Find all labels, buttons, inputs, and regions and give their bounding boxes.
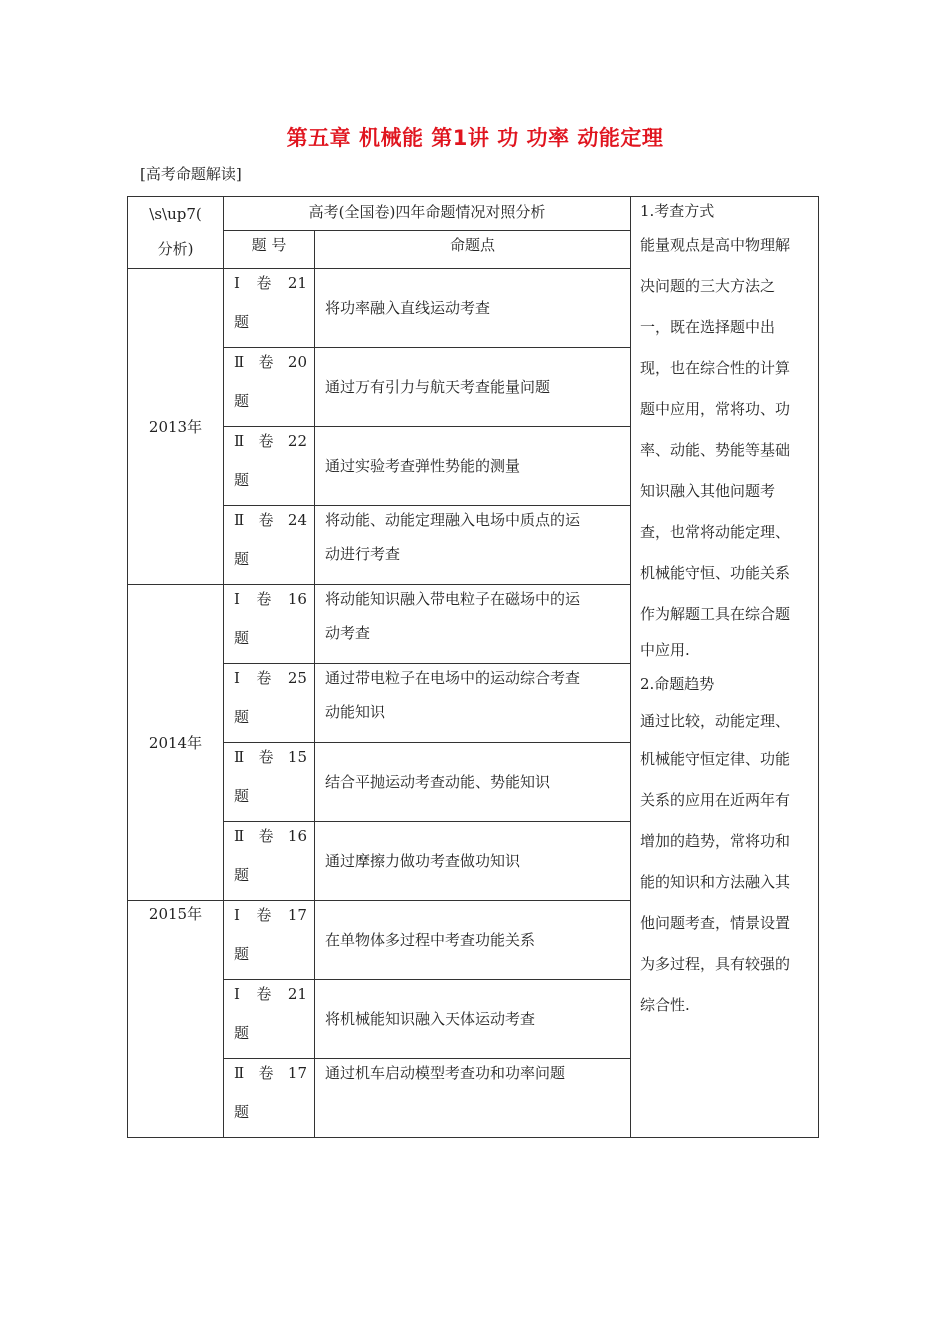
topic-point-line: 通过带电粒子在电场中的运动综合考查 bbox=[325, 669, 581, 687]
ti-label: 题 bbox=[234, 1103, 250, 1121]
topic-point-line: 动考查 bbox=[325, 624, 371, 642]
question-number: 15 bbox=[287, 748, 307, 766]
question-number: 21 bbox=[287, 985, 307, 1003]
ti-label: 题 bbox=[234, 787, 250, 805]
year-cell: 2014年 bbox=[128, 585, 224, 901]
question-number-cell bbox=[224, 348, 315, 427]
question-number: 20 bbox=[287, 353, 307, 371]
question-number-cell bbox=[224, 980, 315, 1059]
topic-point-cell bbox=[315, 664, 631, 743]
topic-point-cell: 通过实验考查弹性势能的测量 bbox=[315, 427, 631, 506]
side-notes-cell bbox=[631, 197, 819, 1138]
col-header-number: 题 号 bbox=[224, 231, 315, 269]
question-number: 22 bbox=[287, 432, 307, 450]
topic-point-cell bbox=[315, 1059, 631, 1138]
question-number: 16 bbox=[287, 827, 307, 845]
topic-point-cell: 将机械能知识融入天体运动考查 bbox=[315, 980, 631, 1059]
juan-label: 卷 bbox=[256, 669, 272, 687]
side-line: 查，也常将动能定理、 bbox=[640, 523, 791, 541]
side-line: 他问题考查，情景设置 bbox=[640, 914, 791, 932]
question-number: 25 bbox=[287, 669, 307, 687]
ti-label: 题 bbox=[234, 945, 250, 963]
juan-label: 卷 bbox=[258, 432, 274, 450]
question-number-cell bbox=[224, 1059, 315, 1138]
question-number-cell bbox=[224, 506, 315, 585]
ti-label: 题 bbox=[234, 313, 250, 331]
year-cell: 2013年 bbox=[128, 269, 224, 585]
side-line: 增加的趋势，常将功和 bbox=[640, 832, 791, 850]
question-number: 24 bbox=[287, 511, 307, 529]
juan-label: 卷 bbox=[258, 1064, 274, 1082]
juan-label: 卷 bbox=[258, 827, 274, 845]
side-line: 作为解题工具在综合题 bbox=[640, 605, 791, 623]
side-heading-2: 2.命题趋势 bbox=[640, 675, 715, 693]
side-line: 机械能守恒、功能关系 bbox=[640, 564, 791, 582]
question-number-cell bbox=[224, 664, 315, 743]
volume-label: Ⅱ bbox=[234, 432, 245, 450]
ti-label: 题 bbox=[234, 550, 250, 568]
topic-point-cell: 将功率融入直线运动考查 bbox=[315, 269, 631, 348]
topic-point-cell: 通过摩擦力做功考查做功知识 bbox=[315, 822, 631, 901]
topic-point-line: 将动能、动能定理融入电场中质点的运 bbox=[325, 511, 581, 529]
topic-point-cell bbox=[315, 585, 631, 664]
juan-label: 卷 bbox=[258, 748, 274, 766]
ti-label: 题 bbox=[234, 392, 250, 410]
volume-label: Ⅰ bbox=[234, 669, 240, 687]
side-line: 一，既在选择题中出 bbox=[640, 318, 776, 336]
juan-label: 卷 bbox=[256, 906, 272, 924]
question-number: 17 bbox=[287, 1064, 307, 1082]
volume-label: Ⅱ bbox=[234, 353, 245, 371]
volume-label: Ⅰ bbox=[234, 590, 240, 608]
topic-point-line: 将动能知识融入带电粒子在磁场中的运 bbox=[325, 590, 581, 608]
volume-label: Ⅱ bbox=[234, 748, 245, 766]
question-number-cell bbox=[224, 585, 315, 664]
volume-label: Ⅱ bbox=[234, 827, 245, 845]
volume-label: Ⅱ bbox=[234, 1064, 245, 1082]
group-header-cell: 高考(全国卷)四年命题情况对照分析 bbox=[224, 197, 631, 231]
corner-line-2: 分析) bbox=[157, 240, 194, 258]
topic-point-line: 通过机车启动模型考查功和功率问题 bbox=[325, 1064, 566, 1082]
juan-label: 卷 bbox=[256, 274, 272, 292]
question-number: 21 bbox=[287, 274, 307, 292]
corner-header-cell bbox=[128, 197, 224, 269]
year-cell: 2015年 bbox=[128, 901, 224, 1138]
ti-label: 题 bbox=[234, 866, 250, 884]
ti-label: 题 bbox=[234, 708, 250, 726]
volume-label: Ⅰ bbox=[234, 906, 240, 924]
question-number-cell bbox=[224, 743, 315, 822]
side-line: 知识融入其他问题考 bbox=[640, 482, 776, 500]
side-line: 为多过程，具有较强的 bbox=[640, 955, 791, 973]
question-number: 16 bbox=[287, 590, 307, 608]
side-line: 能的知识和方法融入其 bbox=[640, 873, 791, 891]
side-line: 现，也在综合性的计算 bbox=[640, 359, 791, 377]
topic-point-line: 动能知识 bbox=[325, 703, 386, 721]
question-number-cell bbox=[224, 901, 315, 980]
side-line: 关系的应用在近两年有 bbox=[640, 791, 791, 809]
volume-label: Ⅰ bbox=[234, 274, 240, 292]
ti-label: 题 bbox=[234, 471, 250, 489]
side-line: 能量观点是高中物理解 bbox=[640, 236, 791, 254]
side-line: 通过比较，动能定理、 bbox=[640, 712, 791, 730]
side-heading-1: 1.考查方式 bbox=[640, 202, 715, 220]
topic-point-cell: 结合平抛运动考查动能、势能知识 bbox=[315, 743, 631, 822]
topic-point-cell: 通过万有引力与航天考查能量问题 bbox=[315, 348, 631, 427]
side-line: 综合性. bbox=[640, 996, 690, 1014]
side-line: 决问题的三大方法之 bbox=[640, 277, 776, 295]
question-number-cell bbox=[224, 427, 315, 506]
juan-label: 卷 bbox=[256, 590, 272, 608]
corner-line-1: \s\up7( bbox=[149, 205, 202, 223]
ti-label: 题 bbox=[234, 629, 250, 647]
juan-label: 卷 bbox=[256, 985, 272, 1003]
ti-label: 题 bbox=[234, 1024, 250, 1042]
topic-point-cell bbox=[315, 506, 631, 585]
section-label: [高考命题解读] bbox=[140, 165, 242, 183]
question-number: 17 bbox=[287, 906, 307, 924]
volume-label: Ⅰ bbox=[234, 985, 240, 1003]
side-line: 机械能守恒定律、功能 bbox=[640, 750, 791, 768]
side-line: 题中应用，常将功、功 bbox=[640, 400, 791, 418]
juan-label: 卷 bbox=[258, 511, 274, 529]
exam-analysis-table bbox=[127, 196, 819, 1138]
topic-point-cell: 在单物体多过程中考查功能关系 bbox=[315, 901, 631, 980]
question-number-cell bbox=[224, 269, 315, 348]
topic-point-line: 动进行考查 bbox=[325, 545, 401, 563]
juan-label: 卷 bbox=[258, 353, 274, 371]
side-line: 率、动能、势能等基础 bbox=[640, 441, 791, 459]
col-header-point: 命题点 bbox=[315, 231, 631, 269]
side-line: 中应用. bbox=[640, 641, 690, 659]
question-number-cell bbox=[224, 822, 315, 901]
page-title: 第五章 机械能 第1讲 功 功率 动能定理 bbox=[286, 126, 664, 150]
volume-label: Ⅱ bbox=[234, 511, 245, 529]
